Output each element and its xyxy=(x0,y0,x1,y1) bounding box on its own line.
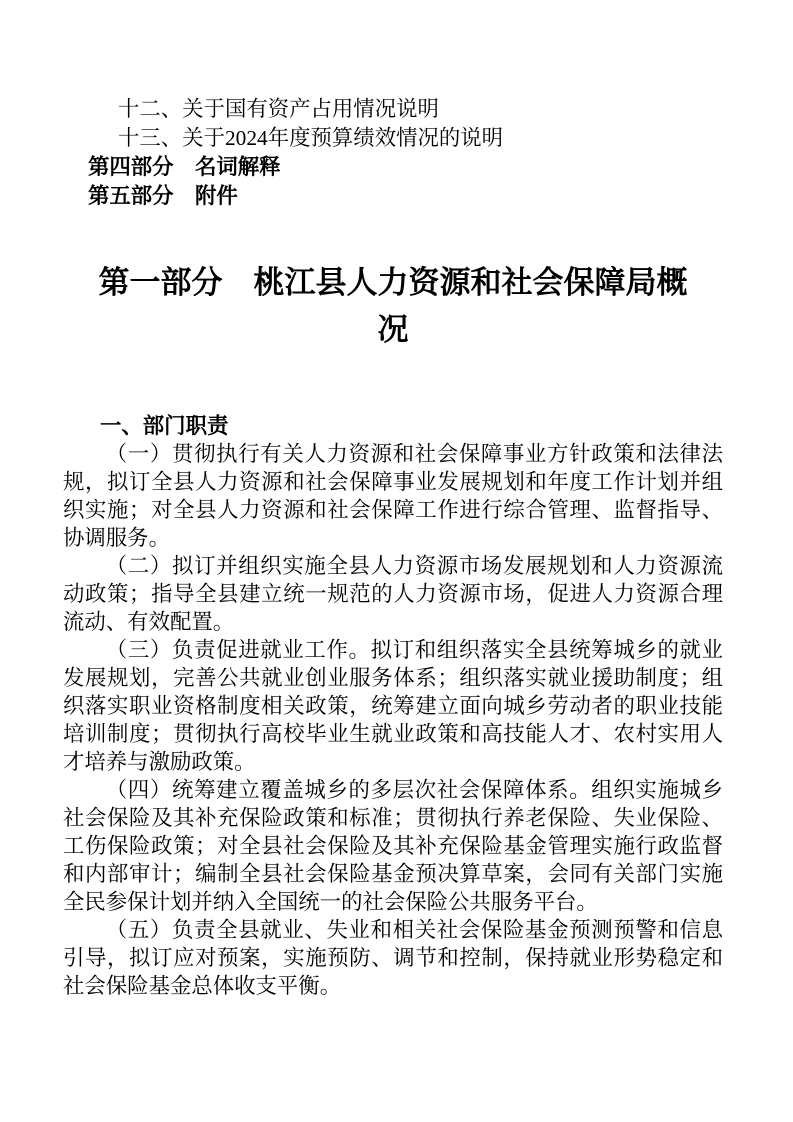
body-paragraph-3: （三）负责促进就业工作。拟订和组织落实全县统筹城乡的就业发展规划，完善公共就业创业服务体系；组织落实就业援助制度；组织落实职业资格制度相关政策，统筹建立面向城乡劳动者的职业技能培训制度；贯彻执行高校毕业生就业政策和高技能人才、农村实用人才培养与激励政策。 xyxy=(63,638,723,774)
page-title: 第一部分 桃江县人力资源和社会保障局概况 xyxy=(98,265,688,347)
section-body xyxy=(63,440,723,1000)
toc-part-4: 第四部分 名词解释 xyxy=(88,155,281,179)
toc-part-5: 第五部分 附件 xyxy=(88,184,238,208)
body-paragraph-1: （一）贯彻执行有关人力资源和社会保障事业方针政策和法律法规，拟订全县人力资源和社会保障事业发展规划和年度工作计划并组织实施；对全县人力资源和社会保障工作进行综合管理、监督指导、协调服务。 xyxy=(63,442,723,550)
toc-item-13: 十三、关于2024年度预算绩效情况的说明 xyxy=(118,126,504,150)
body-paragraph-2: （二）拟订并组织实施全县人力资源市场发展规划和人力资源流动政策；指导全县建立统一规范的人力资源市场，促进人力资源合理流动、有效配置。 xyxy=(63,554,723,634)
body-paragraph-4: （四）统筹建立覆盖城乡的多层次社会保障体系。组织实施城乡社会保险及其补充保险政策和标准；贯彻执行养老保险、失业保险、工伤保险政策；对全县社会保险及其补充保险基金管理实施行政监督和内部审计；编制全县社会保险基金预决算草案，会同有关部门实施全民参保计划并纳入全国统一的社会保险公共服务平台。 xyxy=(63,778,723,914)
body-paragraph-5: （五）负责全县就业、失业和相关社会保险基金预测预警和信息引导，拟订应对预案，实施预防、调节和控制，保持就业形势稳定和社会保险基金总体收支平衡。 xyxy=(63,918,723,998)
toc-item-12: 十二、关于国有资产占用情况说明 xyxy=(118,97,439,121)
table-of-contents xyxy=(63,95,723,211)
section-heading-duties: 一、部门职责 xyxy=(100,414,229,438)
